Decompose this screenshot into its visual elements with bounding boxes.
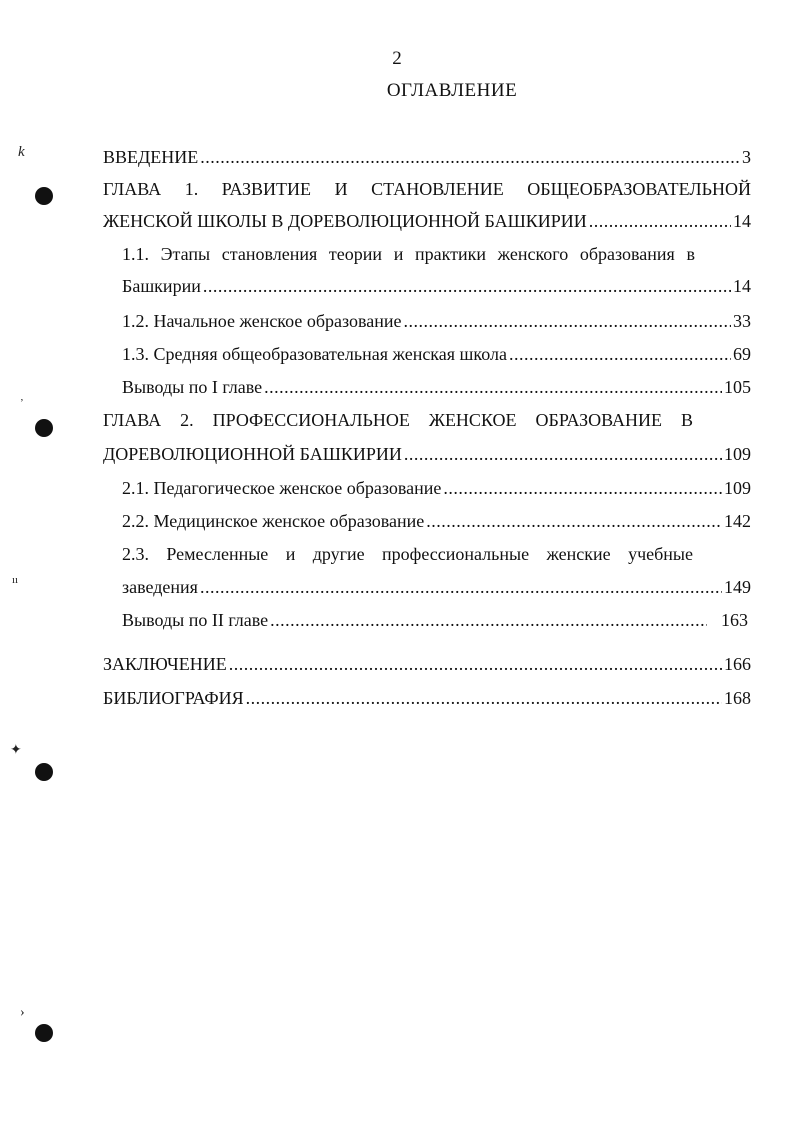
toc-entry-label: 2.1. Педагогическое женское образование: [122, 478, 442, 498]
word: в: [686, 244, 695, 264]
dot-leader: [203, 275, 731, 297]
toc-entry-conclusion[interactable]: [103, 653, 751, 675]
toc-entry-introduction[interactable]: [103, 146, 751, 168]
toc-entry-section-2-3-line1[interactable]: [122, 543, 693, 565]
toc-entry-page: 166: [724, 654, 751, 674]
word: Этапы: [160, 244, 211, 264]
word: ОБРАЗОВАНИЕ: [535, 410, 662, 430]
toc-entry-page: 163: [721, 610, 748, 630]
word: и: [393, 244, 404, 264]
dot-leader: [200, 146, 740, 168]
page-number: 2: [392, 48, 402, 69]
word: СТАНОВЛЕНИЕ: [371, 179, 504, 199]
word: теории: [328, 244, 383, 264]
toc-entry-label: ЖЕНСКОЙ ШКОЛЫ В ДОРЕВОЛЮЦИОННОЙ БАШКИРИИ: [103, 211, 587, 231]
dot-leader: [404, 443, 722, 465]
toc-entry-section-1-1[interactable]: [122, 275, 751, 297]
toc-entry-label: ДОРЕВОЛЮЦИОННОЙ БАШКИРИИ: [103, 444, 402, 464]
word: ОБЩЕОБРАЗОВАТЕЛЬНОЙ: [527, 179, 751, 199]
word: ПРОФЕССИОНАЛЬНОЕ: [212, 410, 410, 430]
word: женского: [497, 244, 569, 264]
word: И: [334, 179, 348, 199]
toc-entry-label: заведения: [122, 577, 198, 597]
word: 1.: [184, 179, 199, 199]
word: Ремесленные: [166, 544, 269, 564]
toc-entry-section-2-1[interactable]: [122, 477, 751, 499]
toc-entry-page: 109: [724, 444, 751, 464]
toc-entry-page: 142: [724, 511, 751, 531]
dot-leader: [264, 376, 722, 398]
word: ГЛАВА: [103, 410, 162, 430]
toc-entry-page: 109: [724, 478, 751, 498]
dot-leader: [200, 576, 722, 598]
toc-entry-conclusions-2[interactable]: [122, 609, 748, 631]
toc-entry-label: 2.2. Медицинское женское образование: [122, 511, 425, 531]
word: учебные: [628, 544, 693, 564]
dot-leader: [426, 510, 722, 532]
toc-entry-bibliography[interactable]: [103, 687, 751, 709]
word: другие: [312, 544, 365, 564]
margin-mark: ʼ: [20, 397, 24, 409]
dot-leader: [404, 310, 731, 332]
toc-entry-page: 168: [724, 688, 751, 708]
word: 2.3.: [122, 544, 149, 564]
word: становления: [221, 244, 318, 264]
dot-leader: [246, 687, 722, 709]
binder-hole: [35, 187, 53, 205]
word: женские: [546, 544, 611, 564]
dot-leader: [229, 653, 722, 675]
word: и: [285, 544, 296, 564]
toc-entry-page: 105: [724, 377, 751, 397]
word: ГЛАВА: [103, 179, 162, 199]
toc-entry-label: 1.2. Начальное женское образование: [122, 311, 402, 331]
margin-mark: ıı: [12, 574, 19, 586]
margin-mark: ✦: [10, 743, 22, 758]
toc-entry-chapter-2-line1[interactable]: [103, 409, 693, 431]
dot-leader: [589, 210, 731, 232]
word: практики: [414, 244, 486, 264]
toc-entry-label: БИБЛИОГРАФИЯ: [103, 688, 244, 708]
word: РАЗВИТИЕ: [221, 179, 312, 199]
toc-entry-conclusions-1[interactable]: [122, 376, 751, 398]
toc-entry-page: 33: [733, 311, 751, 331]
toc-entry-section-1-2[interactable]: [122, 310, 751, 332]
toc-entry-section-1-1-line1[interactable]: [122, 243, 695, 265]
toc-entry-page: 69: [733, 344, 751, 364]
toc-entry-section-1-3[interactable]: [122, 343, 751, 365]
toc-entry-chapter-2[interactable]: [103, 443, 751, 465]
toc-entry-label: 1.3. Средняя общеобразовательная женская школа: [122, 344, 507, 364]
binder-hole: [35, 1024, 53, 1042]
toc-entry-label: Выводы по II главе: [122, 610, 269, 630]
word: 1.1.: [122, 244, 149, 264]
dot-leader: [443, 477, 722, 499]
dot-leader: [270, 609, 707, 631]
toc-entry-label: Башкирии: [122, 276, 201, 296]
binder-hole: [35, 763, 53, 781]
toc-entry-page: 3: [742, 147, 751, 167]
word: профессиональные: [382, 544, 530, 564]
toc-entry-section-2-2[interactable]: [122, 510, 751, 532]
word: 2.: [180, 410, 194, 430]
toc-entry-section-2-3[interactable]: [122, 576, 751, 598]
toc-entry-chapter-1[interactable]: [103, 210, 751, 232]
toc-entry-label: ВВЕДЕНИЕ: [103, 147, 199, 167]
toc-entry-label: Выводы по I главе: [122, 377, 263, 397]
word: ЖЕНСКОЕ: [428, 410, 517, 430]
toc-entry-page: 149: [724, 577, 751, 597]
toc-entry-page: 14: [733, 211, 751, 231]
margin-mark: k: [18, 144, 25, 160]
toc-title: ОГЛАВЛЕНИЕ: [386, 80, 518, 101]
word: В: [680, 410, 693, 430]
word: образования: [579, 244, 675, 264]
toc-entry-label: ЗАКЛЮЧЕНИЕ: [103, 654, 227, 674]
toc-entry-page: 14: [733, 276, 751, 296]
toc-entry-chapter-1-line1[interactable]: [103, 178, 751, 200]
dot-leader: [509, 343, 731, 365]
binder-hole: [35, 419, 53, 437]
margin-mark: ›: [20, 1005, 25, 1020]
